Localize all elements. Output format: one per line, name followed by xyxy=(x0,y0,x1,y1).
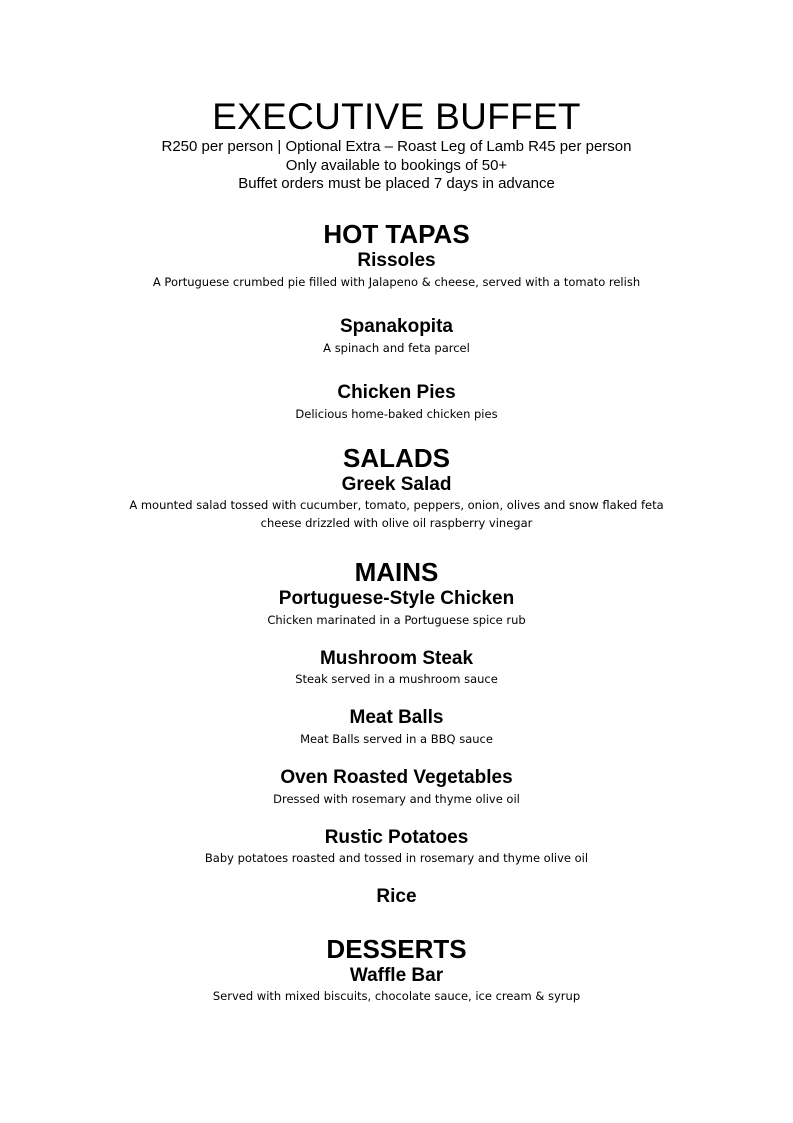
menu-item-name: Rustic Potatoes xyxy=(324,827,469,848)
menu-item-description: A Portuguese crumbed pie filled with Jalapeno & cheese, served with a tomato relish xyxy=(152,275,641,289)
menu-item-name: Greek Salad xyxy=(341,474,452,495)
menu-item-description: Served with mixed biscuits, chocolate sauce, ice cream & syrup xyxy=(212,989,581,1003)
menu-item-name: Portuguese-Style Chicken xyxy=(278,588,515,609)
menu-item-name: Oven Roasted Vegetables xyxy=(280,767,513,788)
advance-order-line: Buffet orders must be placed 7 days in advance xyxy=(238,175,555,192)
section-heading-desserts: DESSERTS xyxy=(326,934,467,964)
menu-item-description: Meat Balls served in a BBQ sauce xyxy=(300,732,493,746)
menu-title: EXECUTIVE BUFFET xyxy=(212,96,581,137)
section-heading-hot-tapas: HOT TAPAS xyxy=(323,219,470,249)
menu-item-description: A spinach and feta parcel xyxy=(323,341,470,355)
section-heading-mains: MAINS xyxy=(354,557,439,587)
menu-item-description: A mounted salad tossed with cucumber, tomato, peppers, onion, olives and snow flaked feta xyxy=(129,498,664,512)
menu-item-name: Rice xyxy=(376,886,417,907)
menu-item-name: Waffle Bar xyxy=(349,965,444,986)
menu-item-name: Rissoles xyxy=(357,250,436,271)
menu-item-description: Steak served in a mushroom sauce xyxy=(295,672,498,686)
menu-item-description: cheese drizzled with olive oil raspberry vinegar xyxy=(260,516,533,530)
menu-item-name: Chicken Pies xyxy=(337,382,456,403)
menu-item-description: Delicious home-baked chicken pies xyxy=(295,407,498,421)
pricing-line: R250 per person | Optional Extra – Roast Leg of Lamb R45 per person xyxy=(161,138,632,155)
menu-item-name: Mushroom Steak xyxy=(319,648,474,669)
menu-item-name: Meat Balls xyxy=(349,707,444,728)
booking-minimum-line: Only available to bookings of 50+ xyxy=(285,157,508,174)
section-heading-salads: SALADS xyxy=(343,443,450,473)
menu-item-description: Dressed with rosemary and thyme olive oil xyxy=(273,792,520,806)
menu-item-name: Spanakopita xyxy=(340,316,453,337)
menu-item-description: Baby potatoes roasted and tossed in rosemary and thyme olive oil xyxy=(204,851,589,865)
menu-item-description: Chicken marinated in a Portuguese spice rub xyxy=(267,613,526,627)
